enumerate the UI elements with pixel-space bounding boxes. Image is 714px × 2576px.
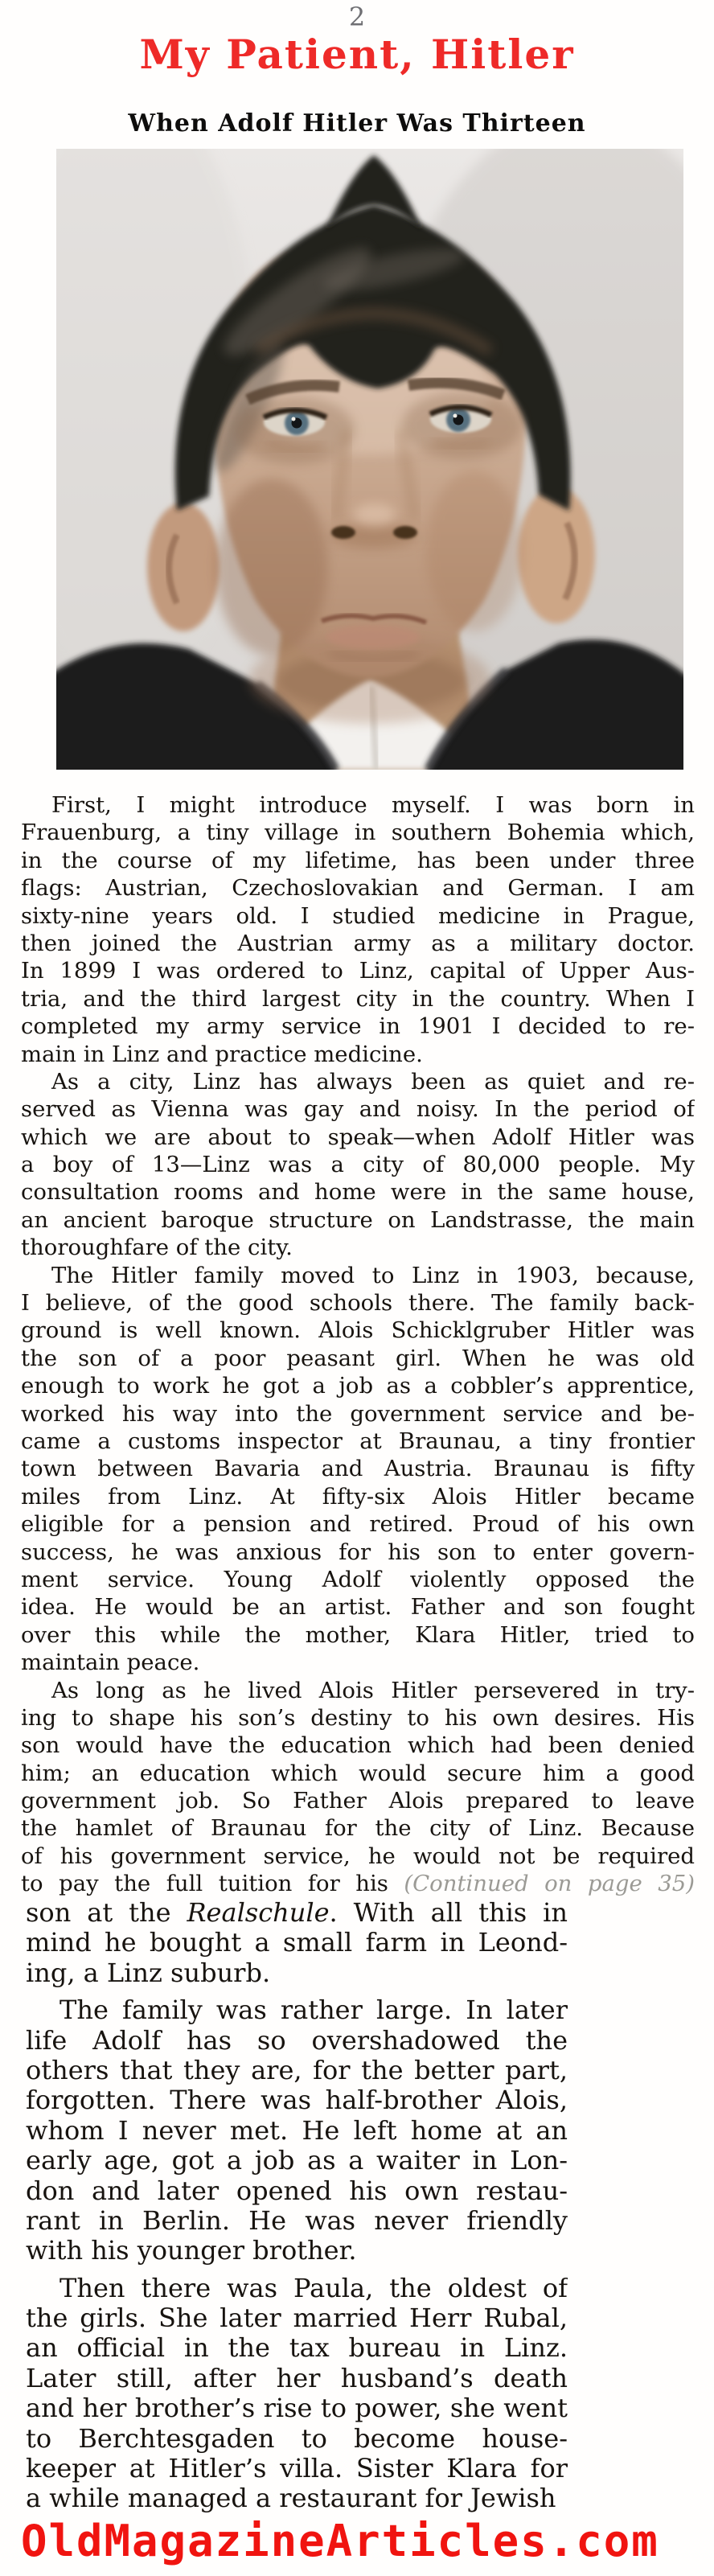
text-line: The Hitler family moved to Linz in 1903, because, xyxy=(51,1262,695,1288)
article-title: My Patient, Hitler xyxy=(139,31,575,78)
text-line: an official in the tax bureau in Linz. xyxy=(26,2333,568,2364)
text-line: a while managed a restaurant for Jewish xyxy=(26,2484,556,2514)
text-line: flags: Austrian, Czechoslovakian and German. I am xyxy=(21,875,695,902)
text-line: thoroughfare of the city. xyxy=(21,1235,293,1261)
text-line: As long as he lived Alois Hitler persevered in try- xyxy=(51,1677,695,1703)
text-line: eligible for a pension and retired. Proud of his own xyxy=(21,1511,695,1538)
text-line: with his younger brother. xyxy=(26,2236,357,2266)
paragraph xyxy=(21,1068,695,1262)
text-line: government job. So Father Alois prepared to leave xyxy=(21,1788,695,1814)
text-line: served as Vienna was gay and noisy. In the period of xyxy=(21,1096,695,1123)
text-line: In 1899 I was ordered to Linz, capital of Upper Aus- xyxy=(21,958,695,984)
text-line: and her brother’s rise to power, she went xyxy=(26,2393,568,2424)
article-body-column xyxy=(21,791,695,1898)
paragraph xyxy=(21,791,695,1068)
text-line: idea. He would be an artist. Father and son fought xyxy=(21,1594,695,1621)
text-line: over this while the mother, Klara Hitler, tried to xyxy=(21,1621,695,1648)
text-line: worked his way into the government service and be- xyxy=(21,1400,695,1427)
text-line: completed my army service in 1901 I decided to re- xyxy=(21,1013,695,1040)
paragraph xyxy=(26,2274,568,2514)
text-line: ing to shape his son’s destiny to his own desires. His xyxy=(21,1704,695,1731)
text-line: in the course of my lifetime, has been under three xyxy=(21,847,695,873)
article-continued-column xyxy=(26,1898,568,2514)
text-line: consultation rooms and home were in the same house, xyxy=(21,1179,695,1206)
article-subtitle: When Adolf Hitler Was Thirteen xyxy=(128,109,586,138)
page-number: 2 xyxy=(348,2,366,32)
text-line: I believe, of the good schools there. The family back- xyxy=(21,1290,695,1317)
text-line: First, I might introduce myself. I was born in xyxy=(51,792,695,818)
text-line: to Berchtesgaden to become house- xyxy=(26,2423,568,2454)
paragraph xyxy=(26,1995,568,2266)
text-line: an ancient baroque structure on Landstrasse, the main xyxy=(21,1206,695,1233)
text-line: him; an education which would secure him a good xyxy=(21,1760,695,1786)
text-line: keeper at Hitler’s villa. Sister Klara for xyxy=(26,2454,568,2484)
text-line: son at the Realschule. With all this in xyxy=(26,1898,568,1928)
text-line: others that they are, for the better part, xyxy=(26,2055,568,2085)
paragraph xyxy=(21,1677,695,1898)
text-line: son would have the education which had been denied xyxy=(21,1732,695,1759)
text-line: enough to work he got a job as a cobbler’s apprentice, xyxy=(21,1373,695,1399)
text-line: mind he bought a small farm in Leond- xyxy=(26,1928,568,1958)
text-line: ing, a Linz suburb. xyxy=(26,1958,271,1988)
text-line: then joined the Austrian army as a military doctor. xyxy=(21,930,695,956)
paragraph xyxy=(21,1262,695,1677)
text-line: town between Bavaria and Austria. Braunau is fifty xyxy=(21,1456,695,1482)
text-line: ment service. Young Adolf violently opposed the xyxy=(21,1566,695,1592)
text-line: early age, got a job as a waiter in Lon- xyxy=(26,2146,568,2176)
text-line: of his government service, he would not be required xyxy=(21,1843,695,1869)
text-line: which we are about to speak—when Adolf Hitler was xyxy=(21,1124,695,1150)
text-line: to pay the full tuition for his (Continued on page 35) xyxy=(21,1871,695,1897)
portrait-photo xyxy=(56,149,683,770)
text-line: whom I never met. He left home at an xyxy=(26,2115,568,2146)
italic-text: Realschule xyxy=(187,1898,330,1928)
text-line: Later still, after her husband’s death xyxy=(26,2363,568,2393)
text-line: the son of a poor peasant girl. When he was old xyxy=(21,1345,695,1371)
text-line: tria, and the third largest city in the country. When I xyxy=(21,985,695,1012)
text-line: Then there was Paula, the oldest of xyxy=(60,2273,568,2303)
boy-portrait-illustration xyxy=(56,149,683,770)
text-line: success, he was anxious for his son to enter govern- xyxy=(21,1539,695,1565)
text-line: main in Linz and practice medicine. xyxy=(21,1041,423,1067)
text-line: the hamlet of Braunau for the city of Linz. Because xyxy=(21,1815,695,1842)
text-line: rant in Berlin. He was never friendly xyxy=(26,2205,568,2236)
text-line: the girls. She later married Herr Rubal, xyxy=(26,2303,568,2334)
text-line: came a customs inspector at Braunau, a tiny frontier xyxy=(21,1428,695,1454)
text-line: a boy of 13—Linz was a city of 80,000 people. My xyxy=(21,1152,695,1178)
text-line: don and later opened his own restau- xyxy=(26,2175,568,2206)
text-line: sixty-nine years old. I studied medicine in Prague, xyxy=(21,902,695,929)
text-line: As a city, Linz has always been as quiet and re- xyxy=(51,1068,695,1095)
paragraph xyxy=(26,1898,568,1988)
continued-on-page-note: (Continued on page 35) xyxy=(404,1871,695,1897)
text-line: miles from Linz. At fifty-six Alois Hitler became xyxy=(21,1483,695,1510)
site-watermark: OldMagazineArticles.com xyxy=(21,2516,659,2566)
text-line: The family was rather large. In later xyxy=(60,1995,568,2026)
text-line: life Adolf has so overshadowed the xyxy=(26,2025,568,2056)
text-line: Frauenburg, a tiny village in southern Bohemia which, xyxy=(21,820,695,846)
text-line: forgotten. There was half-brother Alois, xyxy=(26,2085,568,2116)
text-line: maintain peace. xyxy=(21,1650,200,1676)
text-line: ground is well known. Alois Schicklgruber Hitler was xyxy=(21,1317,695,1344)
